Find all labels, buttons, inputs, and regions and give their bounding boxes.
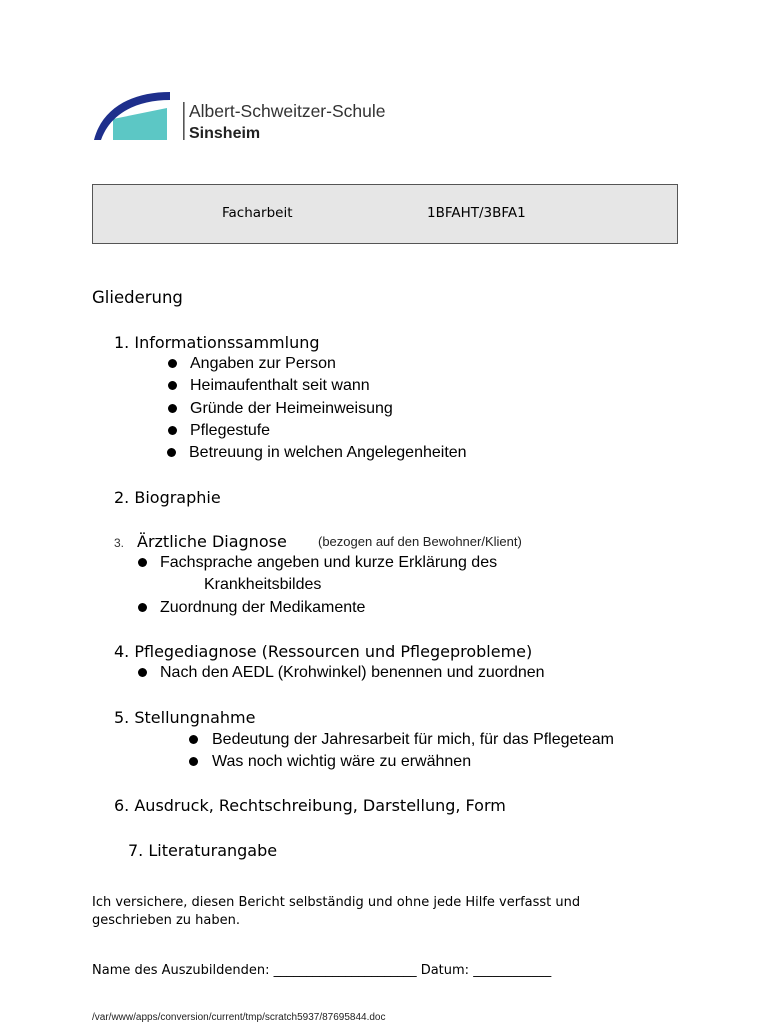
bullet-icon xyxy=(168,359,177,368)
section-1-title: 1. Informationssammlung xyxy=(114,333,320,352)
section-3-title: Ärztliche Diagnose xyxy=(137,532,287,551)
section-3-item: Zuordnung der Medikamente xyxy=(160,599,366,616)
section-1-item: Pflegestufe xyxy=(190,422,271,439)
school-city: Sinsheim xyxy=(189,125,261,142)
bullet-icon xyxy=(168,381,177,390)
section-5-title: 5. Stellungnahme xyxy=(114,708,256,727)
bullet-icon xyxy=(189,757,198,766)
section-3-note: (bezogen auf den Bewohner/Klient) xyxy=(318,534,522,549)
school-name: Albert-Schweitzer-Schule xyxy=(189,101,386,121)
bullet-icon xyxy=(168,426,177,435)
section-3-item-continued: Krankheitsbildes xyxy=(204,576,322,593)
section-4-item: Nach den AEDL (Krohwinkel) benennen und zuordnen xyxy=(160,664,545,681)
signature-line: Name des Auszubildenden: ______________________ Datum: ____________ xyxy=(92,963,552,978)
section-7-title: 7. Literaturangabe xyxy=(128,841,278,860)
bullet-icon xyxy=(138,668,147,677)
section-2-title: 2. Biographie xyxy=(114,488,221,507)
class-code: 1BFAHT/3BFA1 xyxy=(427,205,526,221)
section-1-item: Betreuung in welchen Angelegenheiten xyxy=(189,444,467,461)
section-4-title: 4. Pflegediagnose (Ressourcen und Pflegeprobleme) xyxy=(114,642,533,661)
section-1-item: Angaben zur Person xyxy=(190,355,336,372)
title-box xyxy=(92,184,678,244)
section-5-item: Was noch wichtig wäre zu erwähnen xyxy=(212,753,472,770)
section-3-number: 3. xyxy=(114,536,125,550)
declaration-line-2: geschrieben zu haben. xyxy=(92,913,241,928)
section-5-item: Bedeutung der Jahresarbeit für mich, für das Pflegeteam xyxy=(212,731,614,748)
document-type: Facharbeit xyxy=(222,205,293,221)
bullet-icon xyxy=(167,448,176,457)
bullet-icon xyxy=(189,735,198,744)
section-6-title: 6. Ausdruck, Rechtschreibung, Darstellung, Form xyxy=(114,796,506,815)
bullet-icon xyxy=(138,558,147,567)
file-path: /var/www/apps/conversion/current/tmp/scratch5937/87695844.doc xyxy=(92,1012,386,1023)
section-1-item: Gründe der Heimeinweisung xyxy=(190,400,393,417)
bullet-icon xyxy=(168,404,177,413)
bullet-icon xyxy=(138,603,147,612)
declaration-line-1: Ich versichere, diesen Bericht selbständig und ohne jede Hilfe verfasst und xyxy=(92,895,581,910)
section-3-item: Fachsprache angeben und kurze Erklärung des xyxy=(160,554,498,571)
outline-heading: Gliederung xyxy=(92,288,183,307)
section-1-item: Heimaufenthalt seit wann xyxy=(190,377,370,394)
